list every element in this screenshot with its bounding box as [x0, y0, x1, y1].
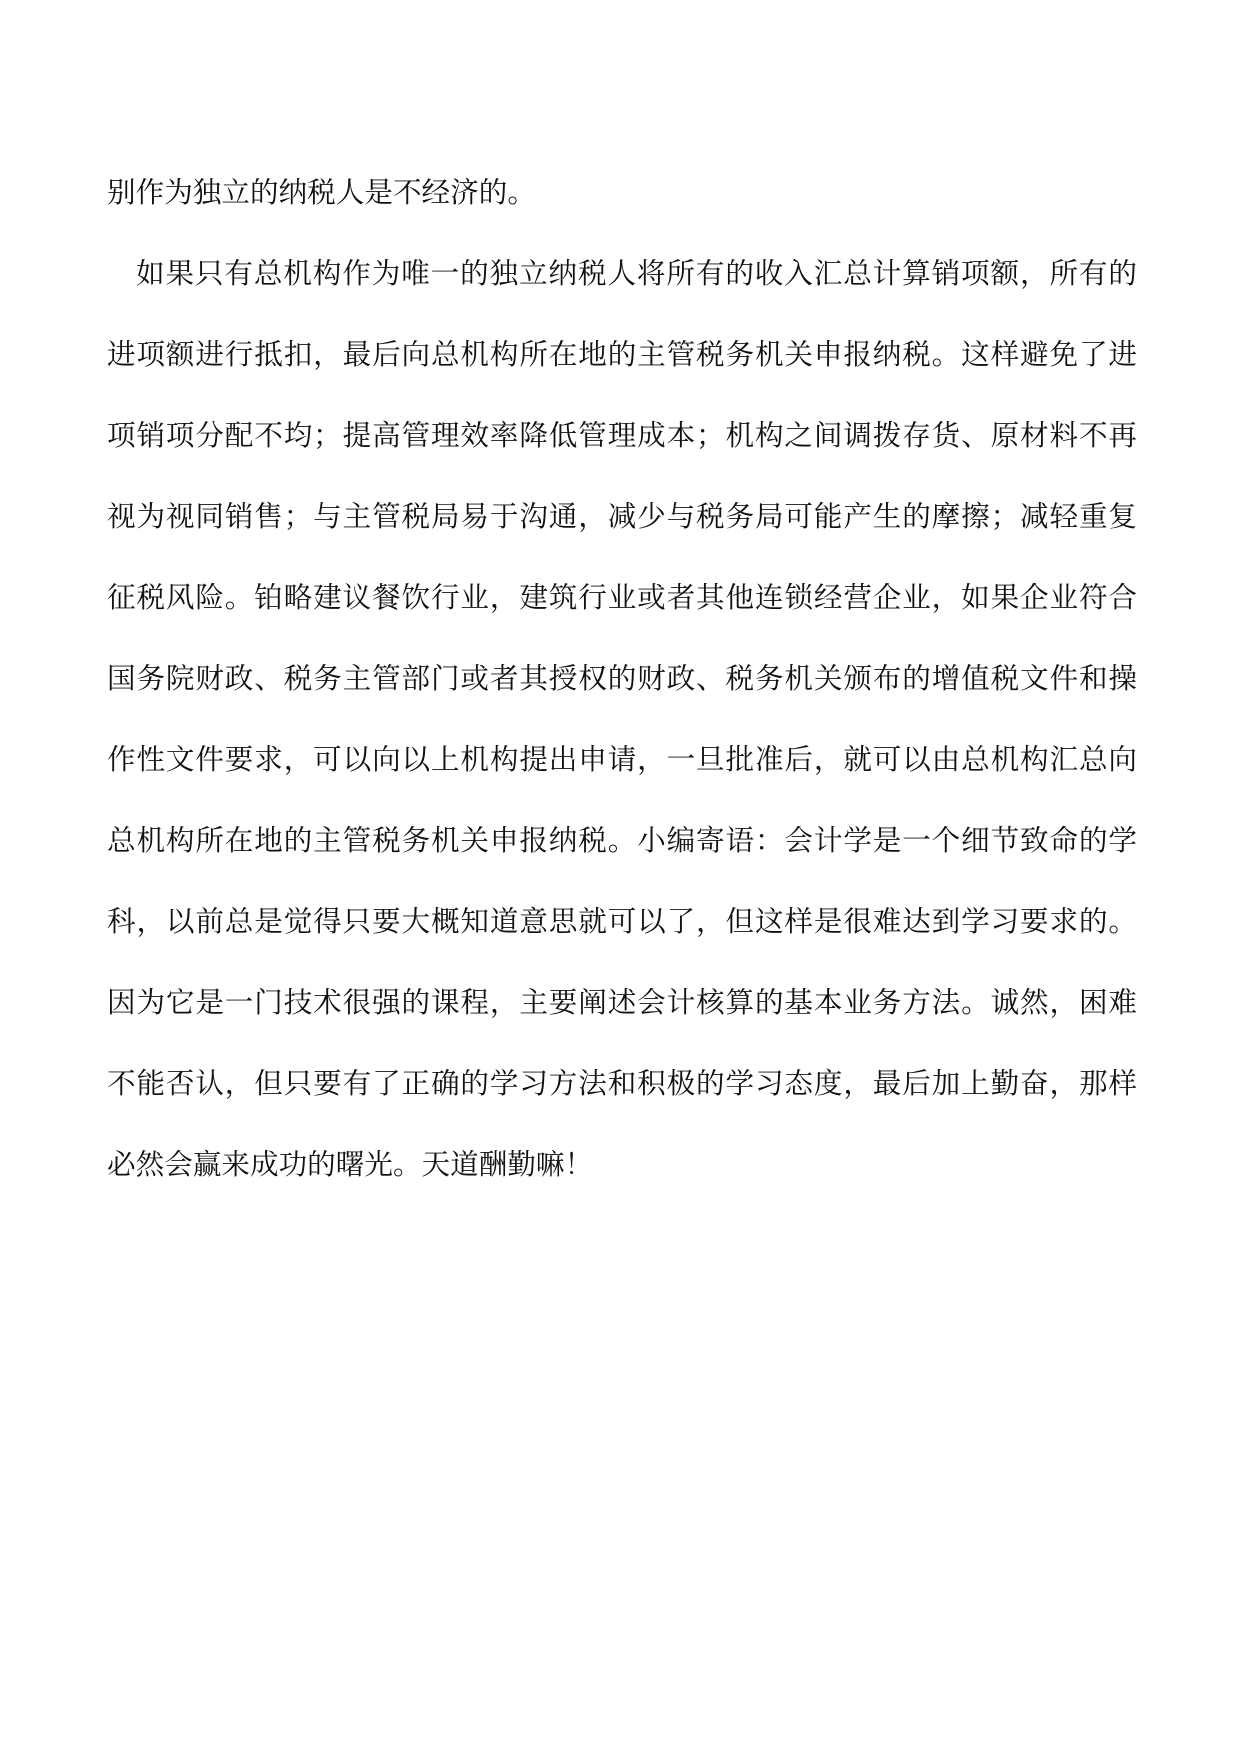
text-line-13: 必然会赢来成功的曙光。天道酬勤嘛！	[107, 1147, 594, 1181]
text-line-8: 作性文件要求，可以向以上机构提出申请，一旦批准后，就可以由总机构汇总向	[107, 742, 1137, 776]
text-line-3: 进项额进行抵扣，最后向总机构所在地的主管税务机关申报纳税。这样避免了进	[107, 337, 1137, 371]
text-line-7: 国务院财政、税务主管部门或者其授权的财政、税务机关颁布的增值税文件和操	[107, 661, 1137, 695]
text-line-4: 项销项分配不均；提高管理效率降低管理成本；机构之间调拨存货、原材料不再	[107, 418, 1137, 452]
text-line-2: 如果只有总机构作为唯一的独立纳税人将所有的收入汇总计算销项额，所有的	[136, 256, 1137, 290]
text-line-11: 因为它是一门技术很强的课程，主要阐述会计核算的基本业务方法。诚然，困难	[107, 985, 1137, 1019]
text-line-5: 视为视同销售；与主管税局易于沟通，减少与税务局可能产生的摩擦；减轻重复	[107, 499, 1137, 533]
text-line-10: 科，以前总是觉得只要大概知道意思就可以了，但这样是很难达到学习要求的。	[107, 904, 1137, 938]
text-line-12: 不能否认，但只要有了正确的学习方法和积极的学习态度，最后加上勤奋，那样	[107, 1066, 1137, 1100]
text-line-9: 总机构所在地的主管税务机关申报纳税。小编寄语：会计学是一个细节致命的学	[107, 823, 1137, 857]
text-line-6: 征税风险。铂略建议餐饮行业，建筑行业或者其他连锁经营企业，如果企业符合	[107, 580, 1137, 614]
text-line-1: 别作为独立的纳税人是不经济的。	[107, 175, 536, 209]
